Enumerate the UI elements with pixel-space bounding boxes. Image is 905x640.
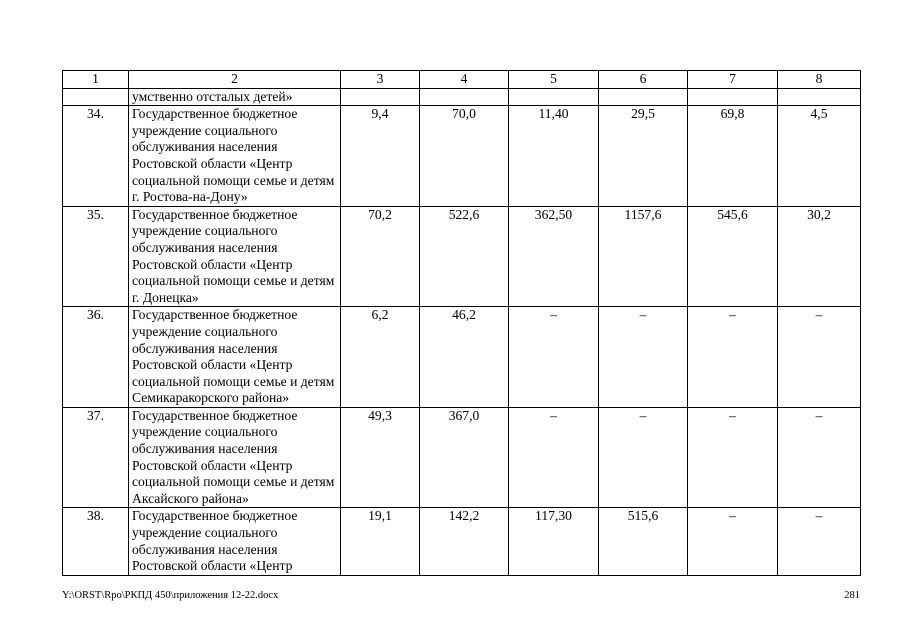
cell-col6: – xyxy=(599,407,688,508)
cell-col5: 11,40 xyxy=(509,106,599,207)
row-number: 36. xyxy=(63,307,129,408)
header-cell: 4 xyxy=(420,71,509,89)
row-number: 35. xyxy=(63,206,129,307)
cell-col7: – xyxy=(688,307,778,408)
cell-col4: 142,2 xyxy=(420,508,509,575)
data-table xyxy=(62,70,861,576)
cell-col6: 1157,6 xyxy=(599,206,688,307)
cell-col8: 4,5 xyxy=(778,106,861,207)
table-row xyxy=(63,307,861,408)
row-name: Государственное бюджетное учреждение социального обслуживания населения Ростовской области «Центр социальной помощи семье и детям г. Ростова-на-Дону» xyxy=(129,106,341,207)
cell-col6: 515,6 xyxy=(599,508,688,575)
row-name: Государственное бюджетное учреждение социального обслуживания населения Ростовской области «Центр социальной помощи семье и детям Аксайского района» xyxy=(129,407,341,508)
cell-col3: 6,2 xyxy=(341,307,420,408)
row-number: 34. xyxy=(63,106,129,207)
cell-col8: – xyxy=(778,407,861,508)
table-row-continuation xyxy=(63,88,861,106)
row-name: Государственное бюджетное учреждение социального обслуживания населения Ростовской области «Центр xyxy=(129,508,341,575)
cell-col3: 19,1 xyxy=(341,508,420,575)
footer-file-path: Y:\ORST\Rpo\РКПД 450\приложения 12-22.docx xyxy=(62,590,279,601)
cell-col4: 46,2 xyxy=(420,307,509,408)
header-cell: 2 xyxy=(129,71,341,89)
cell-col4: 367,0 xyxy=(420,407,509,508)
header-cell: 7 xyxy=(688,71,778,89)
table-row xyxy=(63,106,861,207)
header-cell: 6 xyxy=(599,71,688,89)
header-cell: 1 xyxy=(63,71,129,89)
row-number: 37. xyxy=(63,407,129,508)
cell-col6: – xyxy=(599,307,688,408)
row-name: Государственное бюджетное учреждение социального обслуживания населения Ростовской области «Центр социальной помощи семье и детям Семикаракорского района» xyxy=(129,307,341,408)
cell-col5: – xyxy=(509,307,599,408)
page-number: 281 xyxy=(844,590,860,601)
header-cell: 8 xyxy=(778,71,861,89)
cell-col3: 9,4 xyxy=(341,106,420,207)
cell-col3: 70,2 xyxy=(341,206,420,307)
cell-col5: 117,30 xyxy=(509,508,599,575)
table-row xyxy=(63,508,861,575)
cell-col5: – xyxy=(509,407,599,508)
header-cell: 3 xyxy=(341,71,420,89)
header-row xyxy=(63,71,861,89)
cell-col7: – xyxy=(688,508,778,575)
cell-col7: 545,6 xyxy=(688,206,778,307)
page-footer xyxy=(62,589,860,603)
cell-col3: 49,3 xyxy=(341,407,420,508)
cell-col7: – xyxy=(688,407,778,508)
table-row xyxy=(63,407,861,508)
cell-col8: – xyxy=(778,307,861,408)
row-name: Государственное бюджетное учреждение социального обслуживания населения Ростовской области «Центр социальной помощи семье и детям г. Донецка» xyxy=(129,206,341,307)
row-number: 38. xyxy=(63,508,129,575)
cell-col7: 69,8 xyxy=(688,106,778,207)
continuation-text: умственно отсталых детей» xyxy=(129,88,341,106)
cell-col6: 29,5 xyxy=(599,106,688,207)
cell-col8: – xyxy=(778,508,861,575)
table-row xyxy=(63,206,861,307)
header-cell: 5 xyxy=(509,71,599,89)
cell-col4: 70,0 xyxy=(420,106,509,207)
cell-col4: 522,6 xyxy=(420,206,509,307)
cell-col5: 362,50 xyxy=(509,206,599,307)
cell-col8: 30,2 xyxy=(778,206,861,307)
